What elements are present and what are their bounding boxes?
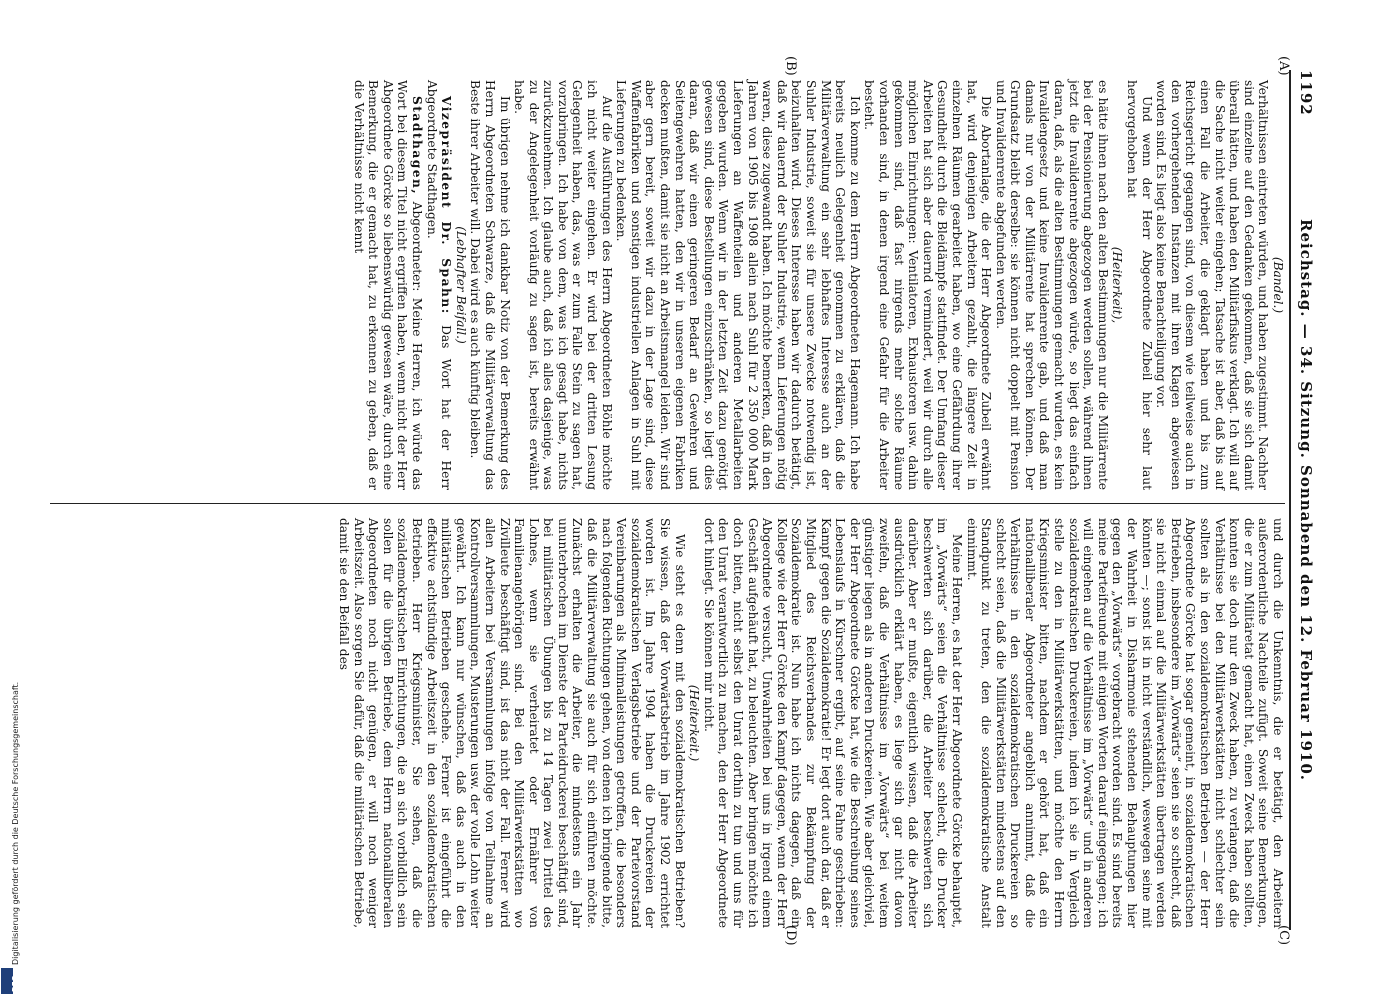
margin-letter-c: (C) (1276, 925, 1291, 946)
paragraph: und durch die Unkenntnis, die er betätigt, den Arbeitern außerordentliche Nachteile zufügt. Soweit seine Bemerkungen, die er zum Militäretat gemacht hat, einen Zweck haben sollten, konnten sie doch nur den Zweck haben, zu verlangen, daß die Verhältnisse bei den Militärwerkstätten nicht schlechter sein sollten als in den sozialdemokratischen Betrieben — der Herr Abgeordnete Görcke hat sogar gemeint, in sozialdemokratischen Betrieben, insbesondere im „Vorwärts“ seien sie so schlecht, daß sie nicht einmal auf die Militärwerkstätten übertragen werden könnten —; sonst ist in nicht verständlich, weswegen seine mit der Wahrheit in Disharmonie stehenden Behauptungen hier gegen den „Vorwärts“ vorgebracht worden sind. Es sind bereits meine Parteifreunde mit einigen Worten darauf eingegangen; ich will eingehen auf die Verhältnisse im „Vorwärts“ und in anderen sozialdemokratischen Druckereien, indem ich sie in Vergleich stelle zu den in Militärwerkstätten, und möchte den Herrn Kriegsminister bitten, nachdem er gehört hat, daß ein nationalliberaler Abgeordneter angeblich annimmt, daß die Verhältnisse in den sozialdemokratischen Druckereien so schlecht seien, daß die Militärwerkstätten mindestens auf den Standpunkt zu treten, den die sozialdemokratische Anstalt einnimmt. (964, 518, 1285, 928)
speaker-name: Stadthagen, (409, 96, 424, 196)
margin-letter-d: (D) (783, 925, 798, 946)
speech-text: Abgeordneter: Meine Herren, ich würde das Wort bei diesem Titel nicht ergriffen haben, wenn nicht der Herr Abgeordnete Görcke so liebenswürdig gewesen wäre, durch eine Bemerkung, die er gemacht hat, zu erkennen zu geben, daß er die Verhältnisse nicht kennt (351, 80, 424, 490)
column-divider (50, 503, 1285, 504)
paragraph: Die Abortanlage, die der Herr Abgeordnete Zubeil erwähnt hat, wird denjenigen Arbeitern gezahlt, die längere Zeit in einzelnen Räumen gearbeitet haben, wo eine Gefährdung ihrer Gesundheit durch die Bleidämpfe stattfindet. Der Umfang dieser Arbeiten hat sich aber dauernd vermindert, weil wir durch alle möglichen Einrichtungen: Ventilatoren, Exhaustoren usw. dahin gekommen sind, daß fast nirgends mehr solche Räume vorhanden sind, in denen irgend eine Gefahr für die Arbeiter besteht. (862, 80, 994, 490)
paragraph: Ich komme zu dem Herrn Abgeordneten Hagemann. Ich habe bereits neulich Gelegenheit genommen zu erklären, daß die Militärverwaltung ein sehr lebhaftes Interesse auch an der Suhler Industrie, soweit sie für unsere Zwecke notwendig ist, beizuhalten wird. Dieses Interesse haben wir dadurch betätigt, daß wir dauernd der Suhler Industrie, wenn Lieferungen nötig waren, diese zugewandt haben. Ich möchte bemerken, daß in den Jahren von 1905 bis 1908 allein nach Suhl für 2 350 000 Mark Lieferungen an Waffenteilen und anderen Metallarbeiten gegeben wurden. Wenn wir in der letzten Zeit dazu genötigt gewesen sind, diese Bestellungen einzuschränken, so liegt dies daran, daß wir einen geringeren Bedarf an Gewehren und Seitengewehren hatten, den wir in unseren eigenen Fabriken decken mußten, damit sie nicht an Arbeitsmangel leiden. Wir sind aber gern bereit, soweit wir dazu in der Lage sind, diese Waffenfabriken und sonstigen industriellen Anlagen in Suhl mit Lieferungen zu bedenken. (614, 80, 862, 490)
speech-text: Das Wort hat der Herr Abgeordnete Stadthagen. (424, 80, 454, 491)
page-number: 1192 (1297, 70, 1315, 116)
right-column (55, 518, 1285, 928)
stage-direction: (Heiterkeit.) (687, 684, 702, 762)
paragraph: es hätte ihnen nach den alten Bestimmungen nur die Militärrente bei der Pensionierung abgezogen werden sollen, während ihnen jetzt die Invalidenrente abgezogen würde, so liegt das einfach daran, daß, als die alten Bestimmungen gemacht wurden, es kein Invalidengesetz und keine Invalidenrente gab, und daß man damals nur von der Militärrente hat sprechen können. Der Grundsatz bleibt derselbe: sie können nicht doppelt mit Pension und Invalidenrente abgefunden werden. (993, 80, 1110, 490)
paragraph: Meine Herren, es hat der Herr Abgeordnete Görcke behauptet, im „Vorwärts“ seien die Verhältnisse schlecht, die Drucker beschwerten sich darüber, die Arbeiter beschwerten sich darüber. Aber er mußte, eigentlich wissen, daß die Arbeiter ausdrücklich erklärt haben, es liege sich gar nicht davon zweifeln, daß die Verhältnisse im „Vorwärts“ bei weitem günstiger liegen als in anderen Druckereien. Wie aber gleichviel, der Herr Abgeordnete Görcke hat, wie die Beschreibung seines Lebenslaufs in Kürschner ergibt, auf seine Fahne geschrieben: Kampf gegen die Sozialdemokratie! Er legt dort auch dar, daß er Mitglied des Reichsverbandes zur Bekämpfung der Sozialdemokratie ist. Nun habe ich nichts dagegen, daß ein Kollege wie der Herr Görcke den Kampf dagegen, wenn der Herr Abgeordnete versucht, Unwahrheiten bei uns in irgend einem Geschäft aufgehäuft hat, zu beleuchten. Aber bringen möchte ich doch bitten, nicht selbst den Unrat dorthin zu tun und uns für den Unrat verantwortlich zu machen, den der Herr Abgeordnete dort hinlegt. Sie können mir nicht. (701, 518, 964, 928)
speaker-name: Vizepräsident Dr. Spahn: (439, 96, 454, 315)
speaker-paragraph (424, 80, 453, 490)
paragraph: Im übrigen nehme ich dankbar Notiz von der Bemerkung des Herrn Abgeordneten Schwarze, daß die Militärverwaltung das Beste ihrer Arbeiter will. Dabei wird es auch künftig bleiben. (468, 80, 512, 490)
margin-letter-b: (B) (783, 56, 798, 76)
dfg-logo (1, 968, 19, 994)
paragraph: Auf die Ausführungen des Herrn Abgeordneten Böhle möchte ich nicht weiter eingehen. Er wird bei der dritten Lesung Gelegenheit haben, das, was er zum Falle Stein zu sagen hat, vorzubringen. Ich habe von dem, was ich gesagt habe, nichts zurückzunehmen. Ich glaube auch, daß ich alles dasjenige, was zu der Angelegenheit vorläufig zu sagen ist, bereits erwähnt habe. (512, 80, 614, 490)
speaker-paragraph (351, 80, 424, 490)
dfg-logo-text: DFG (11, 975, 19, 992)
left-column (55, 80, 1285, 490)
margin-letter-a: (A) (1276, 56, 1291, 76)
running-head (1289, 70, 1321, 930)
paragraph: Und wenn der Herr Abgeordnete Zubeil hier sehr laut hervorgehoben hat (1125, 80, 1154, 490)
page-title: Reichstag. — 34. Sitzung. Sonnabend den 12. Februar 1910. (1297, 218, 1315, 781)
paragraph: Wie steht es denn mit den sozialdemokratischen Betrieben? Sie wissen, daß der Vorwärtsbetrieb im Jahre 1902 errichtet worden ist. Im Jahre 1904 haben die Druckereien der sozialdemokratischen Verlagsbetriebe und der Parteivorstand Vereinbarungen als Minimalleistungen getroffen, die besonders nach folgenden Richtungen gehen, von denen ich bringende bitte, daß die Militärverwaltung sie auch für sich einführen möchte. Zunächst erhalten die Arbeiter, die mindestens ein Jahr ununterbrochen im Dienste der Parteidruckerei beschäftigt sind, bei militärischen Übungen bis zu 14 Tagen zwei Drittel des Lohnes, wenn sie verheiratet oder Ernährer von Familienangehörigen sind. Bei den Militärwerkstätten wo Zivilleute beschäftigt sind, ist das nicht der Fall. Ferner wird allen Arbeitern bei Versammlungen infolge von Teilnahme an Kontrollversammlungen, Musterungen usw. der volle Lohn weiter gewährt. Ich kann nur wünschen, daß das auch in den militärischen Betrieben geschehe. Ferner ist eingeführt die effektive achtstündige Arbeitszeit in den sozialdemokratischen Betrieben. Herr Kriegsminister, Sie sehen, daß die sozialdemokratischen Einrichtungen, die an sich vorbildlich sein sollen für die übrigen Betriebe, dem Herrn nationalliberalen Abgeordneten noch nicht genügen, er will noch weniger Arbeitszeit. Also sorgen Sie dafür, daß die militärischen Betriebe, damit sie den Beifall des (337, 518, 687, 928)
paragraph: Verhältnissen eintreten würden, und haben zugestimmt. Nachher sind einzelne auf den Gedanken gekommen, daß sie sich damit überall hätten, und haben den Militärfiskus verklagt. Ich will auf die Sache nicht weiter eingehen; Tatsache ist aber, daß bis auf einen Fall die Arbeiter, die geklagt haben und bis zum Reichsgericht gegangen sind, von diesem wie teilweise auch in den vorhergehenden Instanzen mit ihren Klagen abgewiesen worden sind. Es liegt also keine Benachteiligung vor. (1154, 80, 1271, 490)
stage-direction: (Bandel.) (1271, 256, 1285, 314)
stage-direction: (Heiterkeit), (1110, 246, 1125, 324)
stage-direction: (Lebhafter Beifall.) (453, 226, 468, 344)
credit-text: Digitalisierung gefördert durch die Deutsche Forschungsgemeinschaft. (11, 681, 20, 965)
